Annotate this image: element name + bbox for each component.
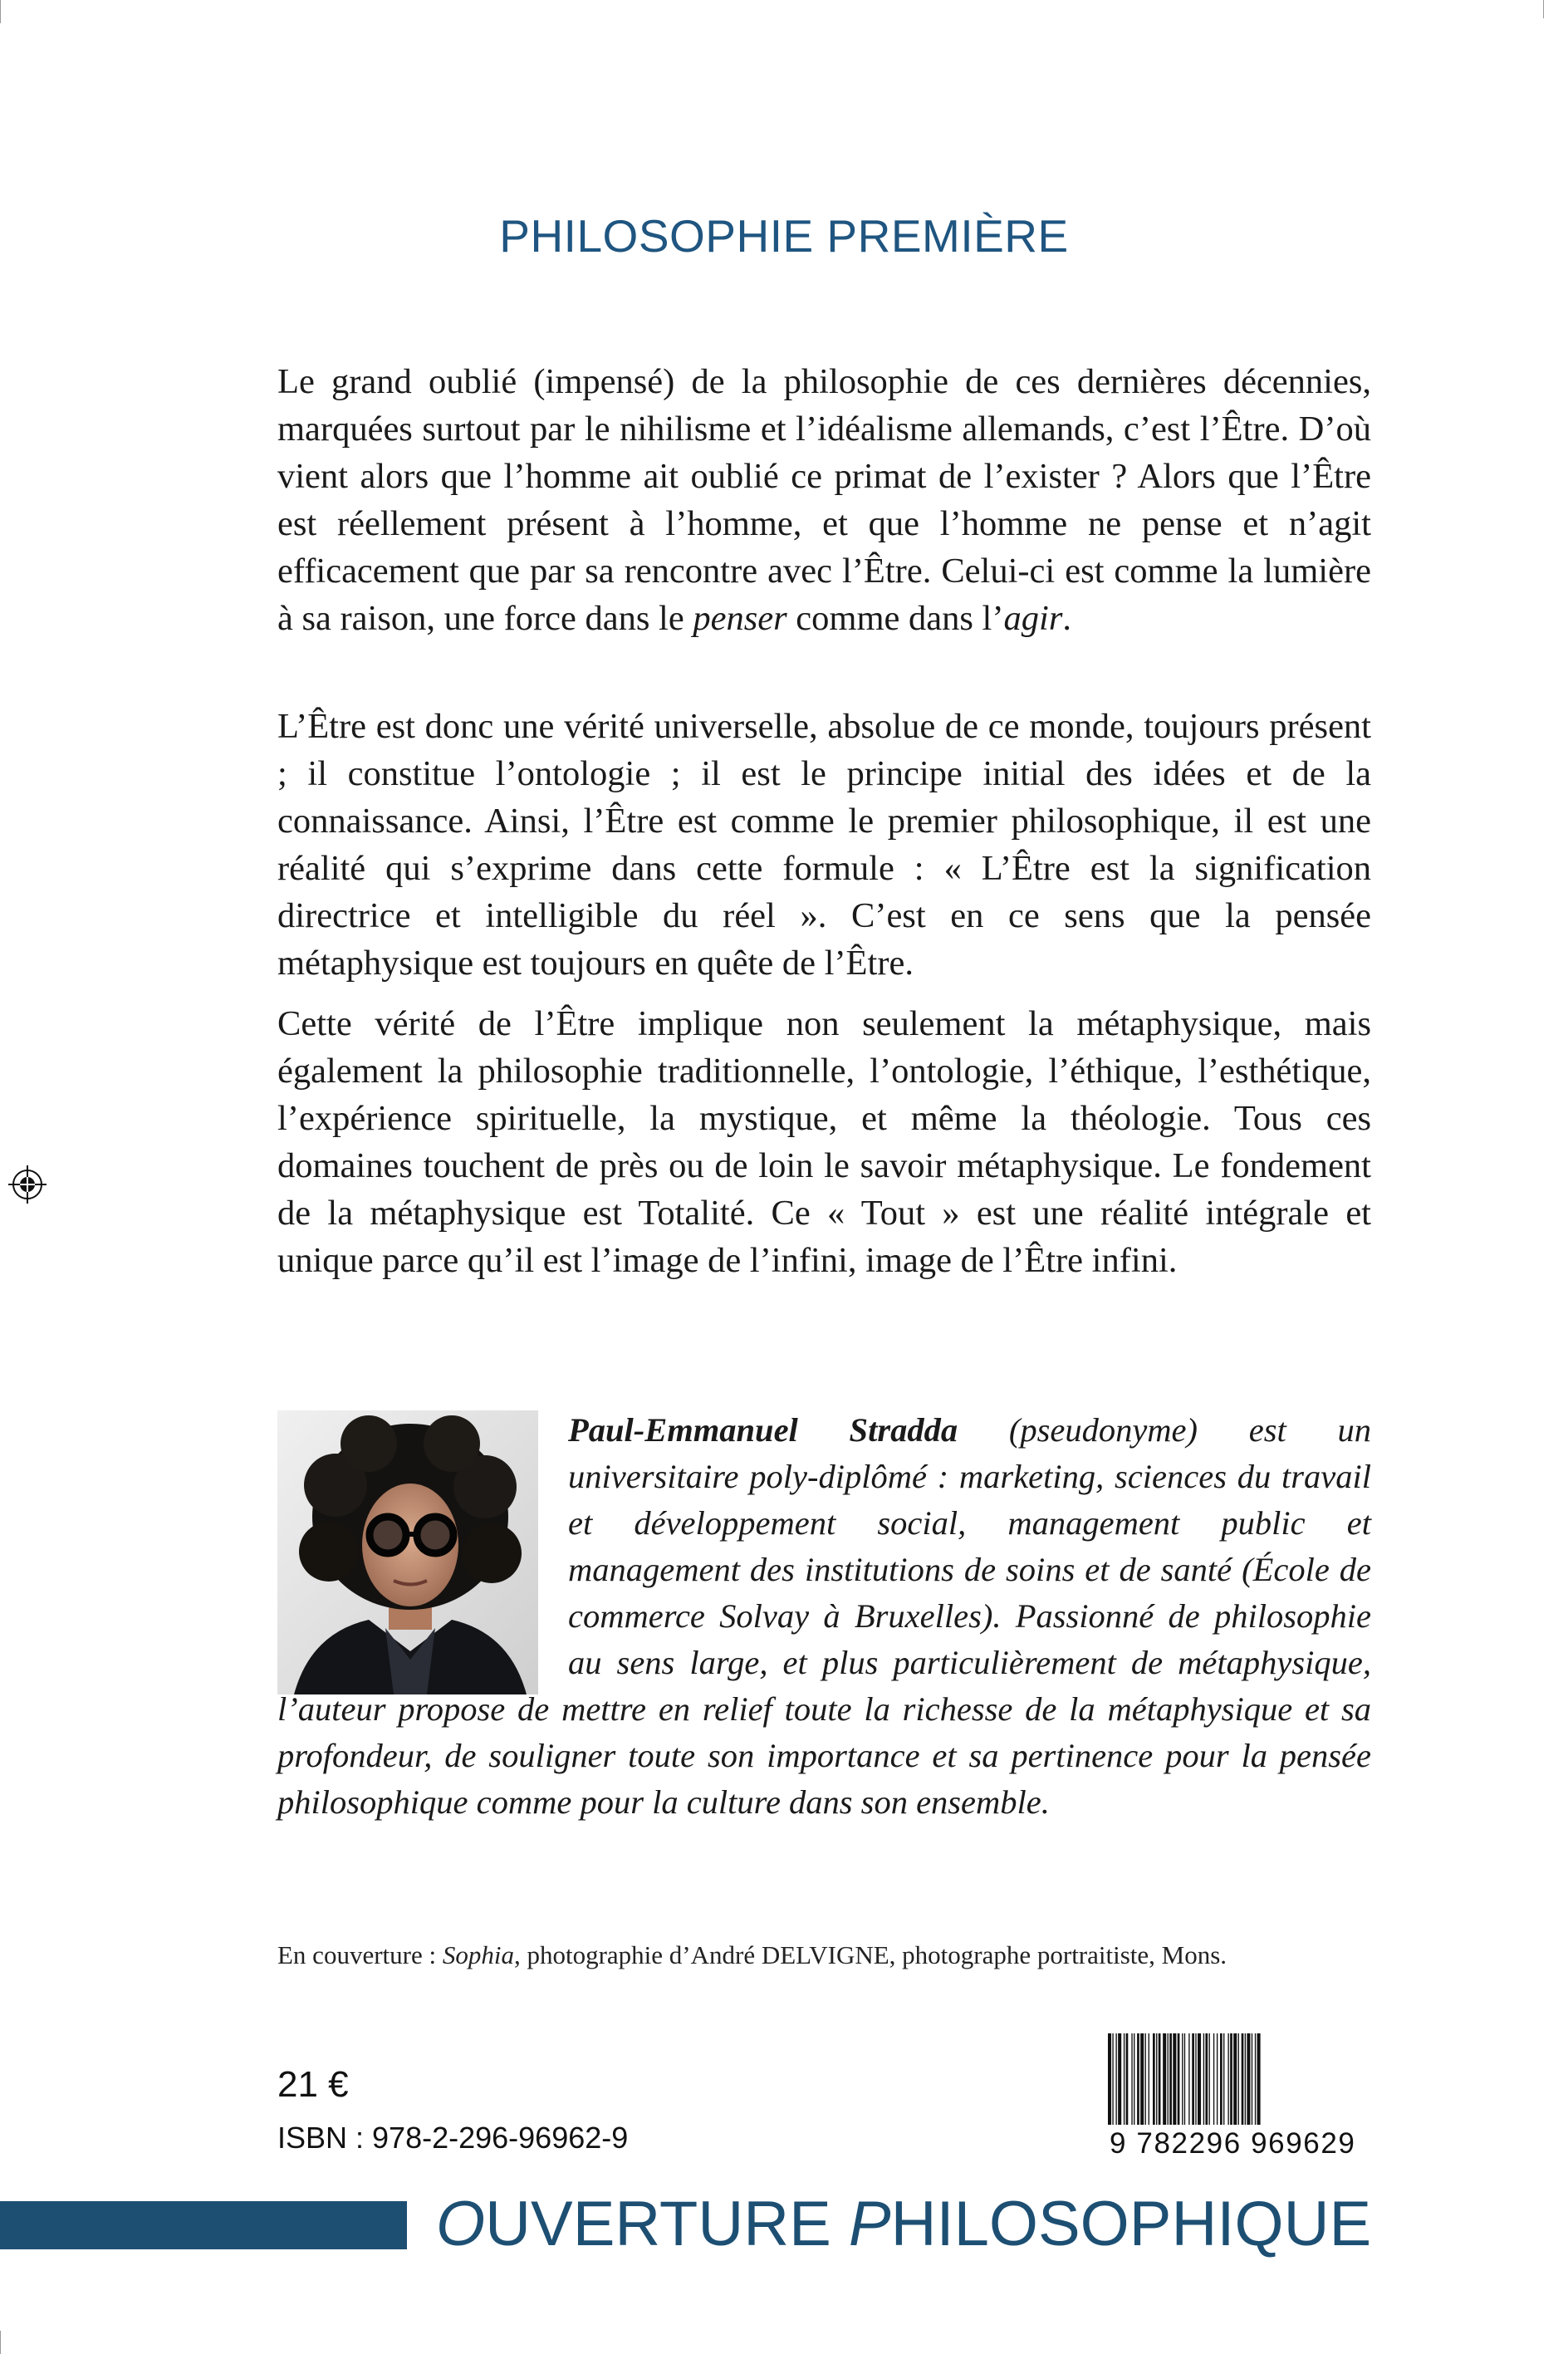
series-word-hilosophique: HILOSOPHIQUE <box>890 2189 1372 2259</box>
cover-credit <box>277 1940 1227 1970</box>
barcode-bar <box>1169 2033 1172 2125</box>
barcode-bar <box>1217 2033 1218 2125</box>
barcode-bar <box>1137 2033 1139 2125</box>
barcode-bar <box>1192 2033 1194 2125</box>
registration-mark-icon <box>8 1165 47 1204</box>
series-initial-p: P <box>848 2189 891 2259</box>
barcode-bar <box>1242 2033 1244 2125</box>
barcode-bar <box>1108 2033 1111 2125</box>
author-biography <box>277 1407 1371 1826</box>
barcode-bar <box>1255 2033 1256 2125</box>
emphasis-penser: penser <box>693 599 787 638</box>
barcode-bar <box>1112 2033 1113 2125</box>
synopsis-paragraph-3: Cette vérité de l’Être implique non seulement la métaphysique, mais également la philosophie traditionnelle, l’ontologie, l’éthique, l’esthétique, l’expérience spirituelle, la mystique, et même la théologie. Tous ces domaines touchent de près ou de loin le savoir métaphysique. Le fondement de la métaphysique est Totalité. Ce « Tout » est une réalité intégrale et unique parce qu’il est l’image de l’infini, image de l’Être infini. <box>277 1004 1371 1280</box>
paragraph-text: comme dans l’ <box>786 599 1004 638</box>
barcode-bar <box>1238 2033 1239 2125</box>
barcode-bar <box>1163 2033 1166 2125</box>
barcode-bar <box>1153 2033 1155 2125</box>
price: 21 € <box>277 2064 349 2105</box>
barcode-bar <box>1209 2033 1210 2125</box>
barcode-bar <box>1131 2033 1132 2125</box>
photo-spacer <box>277 1407 568 1686</box>
author-name: Paul-Emmanuel Stradda <box>568 1411 958 1449</box>
barcode-bar <box>1140 2033 1144 2125</box>
barcode-bar <box>1205 2033 1208 2125</box>
series-word-uverture: UVERTURE <box>485 2189 849 2259</box>
synopsis-paragraph-2: L’Être est donc une vérité universelle, absolue de ce monde, toujours présent ; il constitue l’ontologie ; il est le principe initial des idées et de la connaissance. Ainsi, l’Être est comme le premier philosophique, il est une réalité qui s’exprime dans cette formule : « L’Être est la signification directrice et intelligible du réel ». C’est en ce sens que la pensée métaphysique est toujours en quête de l’Être. <box>277 707 1371 983</box>
crop-mark <box>0 0 1 23</box>
barcode-bar <box>1182 2033 1183 2125</box>
barcode-bar <box>1159 2033 1161 2125</box>
series-initial-o: O <box>436 2189 486 2259</box>
book-title: PHILOSOPHIE PREMIÈRE <box>499 210 1069 262</box>
barcode-bar <box>1124 2033 1125 2125</box>
barcode-bar <box>1257 2033 1261 2125</box>
crop-mark <box>1543 0 1544 18</box>
barcode-bar <box>1247 2033 1250 2125</box>
barcode-bar <box>1156 2033 1157 2125</box>
barcode-digits: 9 782296 969629 <box>1110 2127 1356 2160</box>
barcode-bar <box>1195 2033 1196 2125</box>
barcode-bar <box>1173 2033 1176 2125</box>
paragraph-text: Le grand oublié (impensé) de la philosophie de ces dernières décennies, marquées surtout par le nihilisme et l’idéalisme allemands, c’est l’Être. D’où vient alors que l’homme ait oublié ce primat de l’exister ? Alors que l’Être est réellement présent à l’homme, et que l’homme ne pense et n’agit efficacement que par sa rencontre avec l’Être. Celui-ci est comme la lumière à sa raison, une force dans le <box>277 362 1371 638</box>
barcode-bar <box>1184 2033 1185 2125</box>
emphasis-agir: agir <box>1003 599 1063 638</box>
barcode-bar <box>1118 2033 1121 2125</box>
credit-work-title: Sophia <box>442 1940 514 1969</box>
barcode-bar <box>1223 2033 1224 2125</box>
barcode-bar <box>1213 2033 1214 2125</box>
barcode-bar <box>1126 2033 1129 2125</box>
credit-prefix: En couverture : <box>277 1940 443 1969</box>
barcode-bar <box>1115 2033 1116 2125</box>
barcode-bar <box>1220 2033 1223 2125</box>
barcode-bar <box>1230 2033 1232 2125</box>
credit-rest: , photographie d’André DELVIGNE, photographe portraitiste, Mons. <box>513 1940 1227 1969</box>
paragraph-text: . <box>1062 599 1071 638</box>
synopsis-paragraph-1 <box>277 358 1371 642</box>
crop-mark <box>0 2331 1 2354</box>
barcode-bar <box>1245 2033 1246 2125</box>
barcode-bar <box>1233 2033 1237 2125</box>
barcode-bar <box>1203 2033 1204 2125</box>
barcode-bar <box>1198 2033 1201 2125</box>
barcode-bar <box>1227 2033 1228 2125</box>
series-title <box>436 2188 1371 2260</box>
isbn: ISBN : 978-2-296-96962-9 <box>277 2121 629 2155</box>
series-band <box>0 2201 407 2249</box>
barcode-bar <box>1178 2033 1180 2125</box>
barcode-bar <box>1145 2033 1146 2125</box>
barcode-bar <box>1188 2033 1189 2125</box>
barcode-bar <box>1168 2033 1169 2125</box>
author-bio-text: (pseudonyme) est un universitaire poly-diplômé : marketing, sciences du travail et développement social, management public et management des institutions de soins et de santé (École de commerce Solvay à Bruxelles). Passionné de philosophie au sens large, et plus particulièrement de métaphysique, l’auteur propose de mettre en relief toute la richesse de la métaphysique et sa profondeur, de souligner toute son importance et sa pertinence pour la pensée philosophique comme pour la culture dans son ensemble. <box>277 1411 1371 1821</box>
